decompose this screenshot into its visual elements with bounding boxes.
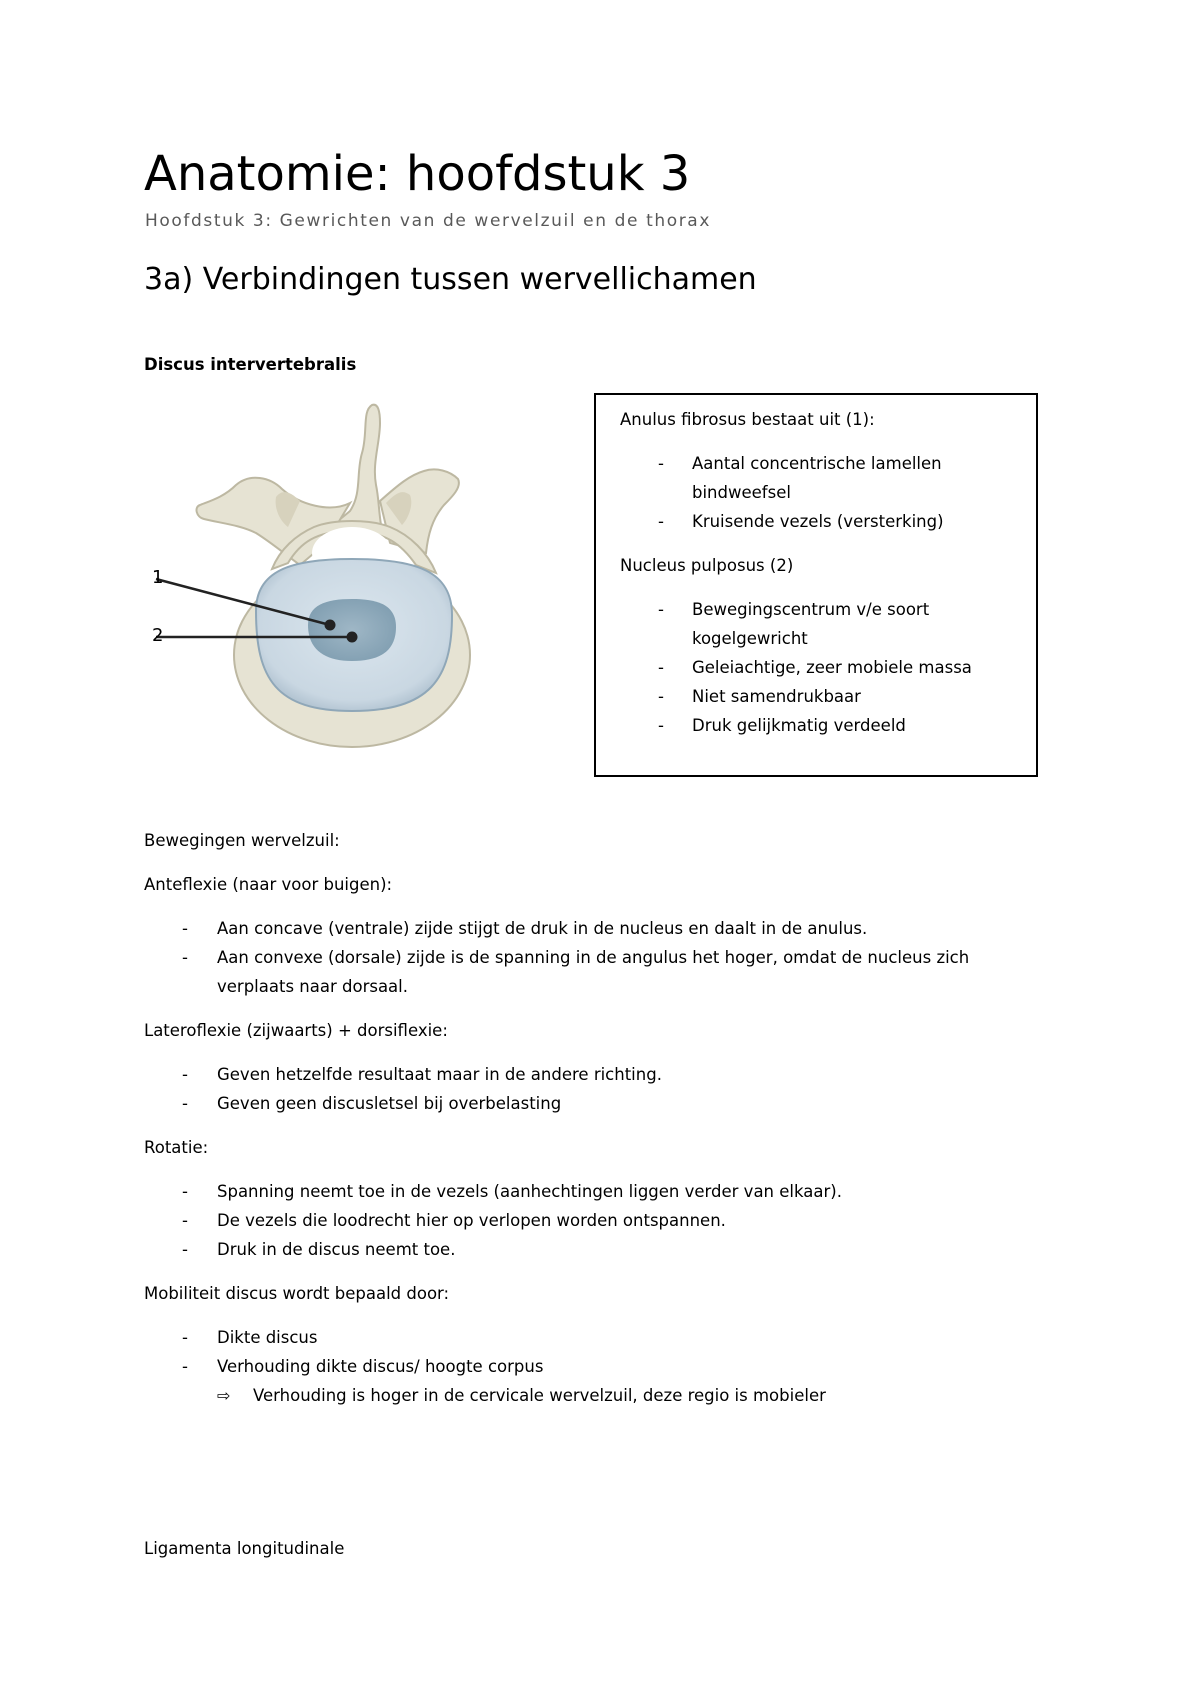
bullet-dash: - [182,1211,188,1230]
bullet-dash: - [182,1328,188,1347]
nucleus-item: Druk gelijkmatig verdeeld [692,716,906,735]
lateroflexie-item: Geven hetzelfde resultaat maar in de andere richting. [217,1065,662,1084]
mobiliteit-item: Dikte discus [217,1328,318,1347]
rotatie-item: Spanning neemt toe in de vezels (aanhechtingen liggen verder van elkaar). [217,1182,842,1201]
page-subtitle: Hoofdstuk 3: Gewrichten van de wervelzuil en de thorax [145,211,711,231]
lateroflexie-heading: Lateroflexie (zijwaarts) + dorsiflexie: [144,1021,448,1040]
anulus-item: Kruisende vezels (versterking) [692,512,944,531]
bullet-dash: - [182,1240,188,1259]
nucleus-pulposus [308,599,396,661]
nucleus-item: Geleiachtige, zeer mobiele massa [692,658,972,677]
rotatie-item: Druk in de discus neemt toe. [217,1240,456,1259]
bullet-dash: - [658,454,664,473]
anulus-heading: Anulus fibrosus bestaat uit (1): [620,410,875,429]
bullet-dash: - [658,658,664,677]
nucleus-item: Niet samendrukbaar [692,687,861,706]
anulus-item: Aantal concentrische lamellen [692,454,942,473]
ligamenta-heading: Ligamenta longitudinale [144,1539,345,1558]
arrow-icon: ⇨ [217,1386,231,1405]
discus-heading: Discus intervertebralis [144,355,357,374]
lateroflexie-item: Geven geen discusletsel bij overbelasting [217,1094,562,1113]
leader-dot-2 [347,632,358,643]
rotatie-item: De vezels die loodrecht hier op verlopen worden ontspannen. [217,1211,726,1230]
rotatie-heading: Rotatie: [144,1138,209,1157]
anteflexie-item-cont: verplaats naar dorsaal. [217,977,408,996]
bullet-dash: - [182,919,188,938]
bullet-dash: - [658,512,664,531]
vertebra-illustration [140,393,520,763]
info-box [594,393,1038,777]
bullet-dash: - [182,948,188,967]
figure-label-1: 1 [152,567,164,588]
figure-label-2: 2 [152,625,164,646]
mobiliteit-item: Verhouding dikte discus/ hoogte corpus [217,1357,544,1376]
anulus-item-cont: bindweefsel [692,483,791,502]
section-heading: 3a) Verbindingen tussen wervellichamen [144,262,757,297]
bullet-dash: - [182,1065,188,1084]
vertebra-figure [140,393,520,763]
nucleus-item: Bewegingscentrum v/e soort [692,600,930,619]
mobiliteit-sub-item: Verhouding is hoger in de cervicale wervelzuil, deze regio is mobieler [253,1386,826,1405]
leader-dot-1 [325,620,336,631]
bullet-dash: - [182,1357,188,1376]
anteflexie-heading: Anteflexie (naar voor buigen): [144,875,393,894]
bullet-dash: - [182,1182,188,1201]
anteflexie-item: Aan concave (ventrale) zijde stijgt de druk in de nucleus en daalt in de anulus. [217,919,868,938]
nucleus-heading: Nucleus pulposus (2) [620,556,794,575]
bullet-dash: - [182,1094,188,1113]
mobiliteit-heading: Mobiliteit discus wordt bepaald door: [144,1284,450,1303]
bullet-dash: - [658,687,664,706]
bullet-dash: - [658,600,664,619]
movements-heading: Bewegingen wervelzuil: [144,831,340,850]
bullet-dash: - [658,716,664,735]
page-title: Anatomie: hoofdstuk 3 [144,146,691,202]
anteflexie-item: Aan convexe (dorsale) zijde is de spanning in de angulus het hoger, omdat de nucleus zich [217,948,970,967]
nucleus-item-cont: kogelgewricht [692,629,808,648]
